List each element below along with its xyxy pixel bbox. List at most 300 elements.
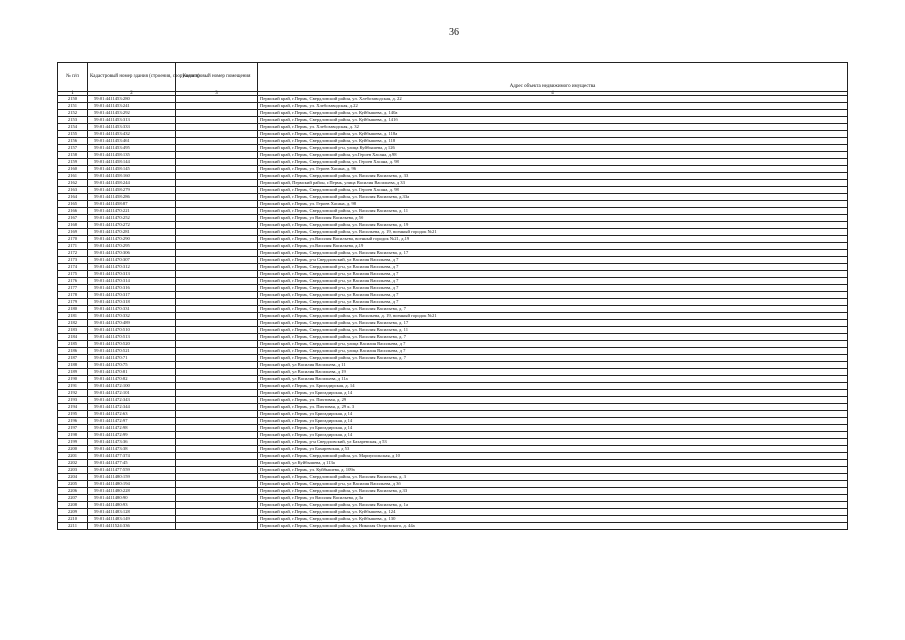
room-cadastral-number bbox=[176, 348, 258, 355]
object-address: Пермский край, г.Пермь, Свердловский район, ул.Героев Хасана, д.98 bbox=[258, 152, 848, 159]
object-address: Пермский край, г.Пермь, ул. Героев Хасана, д. 96 bbox=[258, 166, 848, 173]
room-cadastral-number bbox=[176, 222, 258, 229]
building-cadastral-number: 59:01:4411470:318 bbox=[88, 299, 176, 306]
object-address: Пермский край, ул Куйбышева, д 113а bbox=[258, 460, 848, 467]
table-row bbox=[58, 320, 848, 327]
building-cadastral-number: 59:01:4411480:159 bbox=[88, 474, 176, 481]
building-cadastral-number: 59:01:4411458:144 bbox=[88, 159, 176, 166]
building-cadastral-number: 59:01:4411470:313 bbox=[88, 271, 176, 278]
object-address: Пермский край, г.Пермь, Свердловский р-н, улица Василия Васильева, д 7 bbox=[258, 341, 848, 348]
row-number: 2186 bbox=[58, 348, 88, 355]
building-cadastral-number: 59:01:4411470:82 bbox=[88, 376, 176, 383]
building-cadastral-number: 59:01:4411472:101 bbox=[88, 390, 176, 397]
table-row bbox=[58, 362, 848, 369]
building-cadastral-number: 59:01:4411470:331 bbox=[88, 306, 176, 313]
table-row bbox=[58, 124, 848, 131]
table-row bbox=[58, 180, 848, 187]
table-row bbox=[58, 201, 848, 208]
table-row bbox=[58, 327, 848, 334]
room-cadastral-number bbox=[176, 523, 258, 530]
room-cadastral-number bbox=[176, 187, 258, 194]
object-address: Пермский край, г.Пермь, Свердловский район, ул. Василия Васильева, д. 11 bbox=[258, 327, 848, 334]
table-row bbox=[58, 411, 848, 418]
table-row bbox=[58, 439, 848, 446]
object-address: Пермский край, г.Пермь, Свердловский район, ул. Хлебозаводская, д. 22 bbox=[258, 96, 848, 103]
row-number: 2182 bbox=[58, 320, 88, 327]
building-cadastral-number: 59:01:4411453:292 bbox=[88, 110, 176, 117]
row-number: 2196 bbox=[58, 418, 88, 425]
row-number: 2188 bbox=[58, 362, 88, 369]
row-number: 2168 bbox=[58, 222, 88, 229]
room-cadastral-number bbox=[176, 418, 258, 425]
table-row bbox=[58, 257, 848, 264]
table-row bbox=[58, 397, 848, 404]
room-cadastral-number bbox=[176, 432, 258, 439]
building-cadastral-number: 59:01:4411470:81 bbox=[88, 369, 176, 376]
row-number: 2202 bbox=[58, 460, 88, 467]
object-address: Пермский край, г.Пермь, ул Бригадирская, д 14 bbox=[258, 390, 848, 397]
object-address: Пермский край, г.Пермь, Свердловский район, ул. Василия Васильева, д. 19 bbox=[258, 222, 848, 229]
room-cadastral-number bbox=[176, 320, 258, 327]
room-cadastral-number bbox=[176, 145, 258, 152]
object-address: Пермский край, г.Пермь, Свердловский район, ул. Василия Васильева, д. 17 bbox=[258, 320, 848, 327]
table-row bbox=[58, 243, 848, 250]
building-cadastral-number: 59:01:4411458:244 bbox=[88, 180, 176, 187]
object-address: Пермский край, г.Пермь, ул. Героев Хасана, д. 98 bbox=[258, 201, 848, 208]
building-cadastral-number: 59:01:4411470:489 bbox=[88, 320, 176, 327]
register-table bbox=[57, 62, 848, 530]
building-cadastral-number: 59:01:4411470:295 bbox=[88, 243, 176, 250]
table-row bbox=[58, 264, 848, 271]
building-cadastral-number: 59:01:4411470:281 bbox=[88, 229, 176, 236]
row-number: 2185 bbox=[58, 341, 88, 348]
object-address: Пермский край, г.Пермь, Свердловский район, ул. Василия Васильева, д.33 bbox=[258, 488, 848, 495]
table-row bbox=[58, 131, 848, 138]
building-cadastral-number: 59:01:4411470:221 bbox=[88, 208, 176, 215]
object-address: Пермский край, г.Пермь, ул Бахаревская, д 53 bbox=[258, 446, 848, 453]
room-cadastral-number bbox=[176, 180, 258, 187]
building-cadastral-number: 59:01:4411473:38 bbox=[88, 446, 176, 453]
building-cadastral-number: 59:01:4411472:344 bbox=[88, 404, 176, 411]
row-number: 2156 bbox=[58, 138, 88, 145]
object-address: Пермский край, г.Пермь, ул. Бригадирская, д. 14 bbox=[258, 383, 848, 390]
table-row bbox=[58, 103, 848, 110]
object-address: Пермский край, г.Пермь, Свердловский район, ул. Васильева, д. 19, военный городок №21 bbox=[258, 313, 848, 320]
building-cadastral-number: 59:01:4411472:343 bbox=[88, 397, 176, 404]
building-cadastral-number: 59:01:4411483:149 bbox=[88, 516, 176, 523]
row-number: 2207 bbox=[58, 495, 88, 502]
object-address: Пермский край, г.Пермь, Свердловский р-н, улица Куйбышева, д 126 bbox=[258, 145, 848, 152]
row-number: 2197 bbox=[58, 425, 88, 432]
row-number: 2169 bbox=[58, 229, 88, 236]
table-row bbox=[58, 404, 848, 411]
room-cadastral-number bbox=[176, 215, 258, 222]
row-number: 2180 bbox=[58, 306, 88, 313]
object-address: Пермский край, г.Пермь, Свердловский район, ул. Куйбышева, д. 130 bbox=[258, 516, 848, 523]
object-address: Пермский край, г.Пермь, Свердловский район, ул. Николая Островского, д. 44а bbox=[258, 523, 848, 530]
row-number: 2205 bbox=[58, 481, 88, 488]
row-number: 2208 bbox=[58, 502, 88, 509]
row-number: 2167 bbox=[58, 215, 88, 222]
object-address: Пермский край, г.Пермь, ул. Хлебозаводская, д. 32 bbox=[258, 124, 848, 131]
row-number: 2199 bbox=[58, 439, 88, 446]
table-row bbox=[58, 418, 848, 425]
room-cadastral-number bbox=[176, 460, 258, 467]
building-cadastral-number: 59:01:4411480:93 bbox=[88, 502, 176, 509]
building-cadastral-number: 59:01:4411458:87 bbox=[88, 201, 176, 208]
table-row bbox=[58, 215, 848, 222]
row-number: 2163 bbox=[58, 187, 88, 194]
room-cadastral-number bbox=[176, 250, 258, 257]
table-row bbox=[58, 222, 848, 229]
building-cadastral-number: 59:01:4411453:461 bbox=[88, 138, 176, 145]
row-number: 2158 bbox=[58, 152, 88, 159]
room-cadastral-number bbox=[176, 124, 258, 131]
row-number: 2201 bbox=[58, 453, 88, 460]
building-cadastral-number: 59:01:4411458:286 bbox=[88, 194, 176, 201]
room-cadastral-number bbox=[176, 439, 258, 446]
object-address: Пермский край, г.Пермь, ул. Куйбышева, д. 109а bbox=[258, 467, 848, 474]
table-row bbox=[58, 369, 848, 376]
building-cadastral-number: 59:01:4411470:314 bbox=[88, 278, 176, 285]
building-cadastral-number: 59:01:4411472:98 bbox=[88, 425, 176, 432]
row-number: 2184 bbox=[58, 334, 88, 341]
row-number: 2193 bbox=[58, 397, 88, 404]
building-cadastral-number: 59:01:4411477:559 bbox=[88, 467, 176, 474]
row-number: 2165 bbox=[58, 201, 88, 208]
table-row bbox=[58, 96, 848, 103]
room-cadastral-number bbox=[176, 362, 258, 369]
room-cadastral-number bbox=[176, 397, 258, 404]
building-cadastral-number: 59:01:4411477:45 bbox=[88, 460, 176, 467]
object-address: Пермский край, г.Пермь, Свердловский р-н, улица Василия Васильева, д 7 bbox=[258, 348, 848, 355]
object-address: Пермский край, г.Пермь, Свердловский район, ул. Мариупольская, д 10 bbox=[258, 453, 848, 460]
building-cadastral-number: 59:01:4411470:513 bbox=[88, 334, 176, 341]
object-address: Пермский край, г.Пермь, ул.Василия Васильева, д.19 bbox=[258, 243, 848, 250]
object-address: Пермский край, г.Пермь, Свердловский район, ул. Куйбышева, д. 141б bbox=[258, 117, 848, 124]
table-row bbox=[58, 152, 848, 159]
object-address: Пермский край, ул Василия Васильева, д 19 bbox=[258, 369, 848, 376]
room-cadastral-number bbox=[176, 194, 258, 201]
row-number: 2189 bbox=[58, 369, 88, 376]
table-row bbox=[58, 285, 848, 292]
table-row bbox=[58, 208, 848, 215]
object-address: Пермский край, г.Пермь, Свердловский район, ул. Василия Васильева, д. 7 bbox=[258, 334, 848, 341]
table-row bbox=[58, 117, 848, 124]
building-cadastral-number: 59:01:4411470:71 bbox=[88, 355, 176, 362]
building-cadastral-number: 59:01:4411453:280 bbox=[88, 96, 176, 103]
table-row bbox=[58, 376, 848, 383]
building-cadastral-number: 59:01:4411458:145 bbox=[88, 166, 176, 173]
building-cadastral-number: 59:01:4411470:316 bbox=[88, 285, 176, 292]
building-cadastral-number: 59:01:4411473:36 bbox=[88, 439, 176, 446]
table-row bbox=[58, 229, 848, 236]
object-address: Пермский край, г.Пермь, ул Василия Васильева, д 5б bbox=[258, 215, 848, 222]
table-row bbox=[58, 173, 848, 180]
object-address: Пермский край, г.Пермь, Свердловский р-н, ул Василия Васильева, д 7 bbox=[258, 299, 848, 306]
building-cadastral-number: 59:01:4411470:521 bbox=[88, 348, 176, 355]
object-address: Пермский край, г.Пермь, Свердловский район, ул. Василия Васильева, д. 3 bbox=[258, 474, 848, 481]
register-rows bbox=[58, 96, 848, 530]
table-row bbox=[58, 334, 848, 341]
object-address: Пермский край, ул Василия Васильева, д 11 bbox=[258, 362, 848, 369]
table-row bbox=[58, 509, 848, 516]
row-number: 2154 bbox=[58, 124, 88, 131]
table-row bbox=[58, 383, 848, 390]
object-address: Пермский край, г.Пермь, ул. Пихтовая, д. 29 bbox=[258, 397, 848, 404]
room-cadastral-number bbox=[176, 110, 258, 117]
room-cadastral-number bbox=[176, 306, 258, 313]
room-cadastral-number bbox=[176, 383, 258, 390]
table-row bbox=[58, 488, 848, 495]
building-cadastral-number: 59:01:4411453:495 bbox=[88, 145, 176, 152]
room-cadastral-number bbox=[176, 285, 258, 292]
building-cadastral-number: 59:01:4411480:194 bbox=[88, 481, 176, 488]
building-cadastral-number: 59:01:4411480:228 bbox=[88, 488, 176, 495]
row-number: 2152 bbox=[58, 110, 88, 117]
building-cadastral-number: 59:01:4411470:307 bbox=[88, 257, 176, 264]
header-num: № п/п bbox=[58, 63, 88, 92]
table-row bbox=[58, 481, 848, 488]
room-cadastral-number bbox=[176, 201, 258, 208]
table-row bbox=[58, 194, 848, 201]
room-cadastral-number bbox=[176, 453, 258, 460]
object-address: Пермский край, г.Пермь, Свердловский район, ул. Героев Хасана, д. 98 bbox=[258, 159, 848, 166]
building-cadastral-number: 59:01:4411472:63 bbox=[88, 411, 176, 418]
table-row bbox=[58, 453, 848, 460]
room-cadastral-number bbox=[176, 341, 258, 348]
room-cadastral-number bbox=[176, 166, 258, 173]
object-address: Пермский край, г.Пермь, Свердловский район, ул. Василия Васильева, д. 7 bbox=[258, 355, 848, 362]
building-cadastral-number: 59:01:4411472:97 bbox=[88, 418, 176, 425]
row-number: 2155 bbox=[58, 131, 88, 138]
object-address: Пермский край, г.Пермь, ул.Василия Васильева, военный городок №21, д.19 bbox=[258, 236, 848, 243]
header-row bbox=[58, 63, 848, 92]
row-number: 2210 bbox=[58, 516, 88, 523]
object-address: Пермский край, г.Пермь, Свердловский р-н, ул Василия Васильева, д 7 bbox=[258, 271, 848, 278]
row-number: 2175 bbox=[58, 271, 88, 278]
room-cadastral-number bbox=[176, 334, 258, 341]
building-cadastral-number: 59:01:4411470:332 bbox=[88, 313, 176, 320]
building-cadastral-number: 59:01:4411470:317 bbox=[88, 292, 176, 299]
building-cadastral-number: 59:01:4411453:333 bbox=[88, 124, 176, 131]
room-cadastral-number bbox=[176, 404, 258, 411]
object-address: Пермский край, г.Пермь, Свердловский р-н, ул Василия Васильева, д 3б bbox=[258, 481, 848, 488]
row-number: 2187 bbox=[58, 355, 88, 362]
row-number: 2204 bbox=[58, 474, 88, 481]
row-number: 2176 bbox=[58, 278, 88, 285]
table-row bbox=[58, 425, 848, 432]
building-cadastral-number: 59:01:4411470:252 bbox=[88, 215, 176, 222]
object-address: Пермский край, г.Пермь, ул Бригадирская, д 14 bbox=[258, 418, 848, 425]
table-row bbox=[58, 390, 848, 397]
object-address: Пермский край, г.Пермь, ул Бригадирская, д 14 bbox=[258, 411, 848, 418]
building-cadastral-number: 59:01:4411458:160 bbox=[88, 173, 176, 180]
row-number: 2164 bbox=[58, 194, 88, 201]
table-row bbox=[58, 187, 848, 194]
row-number: 2190 bbox=[58, 376, 88, 383]
row-number: 2172 bbox=[58, 250, 88, 257]
row-number: 2200 bbox=[58, 446, 88, 453]
room-cadastral-number bbox=[176, 292, 258, 299]
building-cadastral-number: 59:01:4411470:520 bbox=[88, 341, 176, 348]
table-row bbox=[58, 250, 848, 257]
room-cadastral-number bbox=[176, 488, 258, 495]
room-cadastral-number bbox=[176, 208, 258, 215]
table-row bbox=[58, 306, 848, 313]
column-number: 4 bbox=[258, 92, 848, 96]
room-cadastral-number bbox=[176, 369, 258, 376]
object-address: Пермский край, г.Пермь, Свердловский район, ул. Василия Васильева, д. 7 bbox=[258, 306, 848, 313]
row-number: 2179 bbox=[58, 299, 88, 306]
row-number: 2159 bbox=[58, 159, 88, 166]
table-row bbox=[58, 516, 848, 523]
table-row bbox=[58, 348, 848, 355]
room-cadastral-number bbox=[176, 243, 258, 250]
room-cadastral-number bbox=[176, 236, 258, 243]
room-cadastral-number bbox=[176, 355, 258, 362]
row-number: 2160 bbox=[58, 166, 88, 173]
room-cadastral-number bbox=[176, 173, 258, 180]
table-row bbox=[58, 278, 848, 285]
room-cadastral-number bbox=[176, 509, 258, 516]
object-address: Пермский край, г.Пермь, р-н Свердловский, ул Бахаревская, д 53 bbox=[258, 439, 848, 446]
room-cadastral-number bbox=[176, 152, 258, 159]
building-cadastral-number: 59:01:4411470:75 bbox=[88, 362, 176, 369]
room-cadastral-number bbox=[176, 229, 258, 236]
building-cadastral-number: 59:01:4411524:336 bbox=[88, 523, 176, 530]
room-cadastral-number bbox=[176, 96, 258, 103]
row-number: 2174 bbox=[58, 264, 88, 271]
building-cadastral-number: 59:01:4411458:135 bbox=[88, 152, 176, 159]
object-address: Пермский край, ул Василия Васильева, д 11а bbox=[258, 376, 848, 383]
object-address: Пермский край, г.Пермь, Свердловский район, ул. Куйбышева, д. 118а bbox=[258, 131, 848, 138]
object-address: Пермский край, г.Пермь, Свердловский район, ул. Василия Васильева, д. 1а bbox=[258, 502, 848, 509]
column-number: 3 bbox=[176, 92, 258, 96]
room-cadastral-number bbox=[176, 131, 258, 138]
object-address: Пермский край, Пермский район, г.Пермь, улица Василия Васильева, д 33 bbox=[258, 180, 848, 187]
room-cadastral-number bbox=[176, 271, 258, 278]
row-number: 2177 bbox=[58, 285, 88, 292]
room-cadastral-number bbox=[176, 411, 258, 418]
row-number: 2153 bbox=[58, 117, 88, 124]
object-address: Пермский край, г.Пермь, Свердловский р-н, ул Василия Васильева, д 7 bbox=[258, 278, 848, 285]
room-cadastral-number bbox=[176, 425, 258, 432]
row-number: 2171 bbox=[58, 243, 88, 250]
building-cadastral-number: 59:01:4411470:272 bbox=[88, 222, 176, 229]
building-cadastral-number: 59:01:4411470:510 bbox=[88, 327, 176, 334]
object-address: Пермский край, г.Пермь, Свердловский район, ул. Куйбышева, д. 118 bbox=[258, 138, 848, 145]
row-number: 2170 bbox=[58, 236, 88, 243]
object-address: Пермский край, г.Пермь, Свердловский район, ул. Василия Васильева, д. 11 bbox=[258, 208, 848, 215]
building-cadastral-number: 59:01:4411477:374 bbox=[88, 453, 176, 460]
room-cadastral-number bbox=[176, 278, 258, 285]
object-address: Пермский край, г.Пермь, Свердловский р-н, ул Василия Васильева, д 7 bbox=[258, 292, 848, 299]
table-row bbox=[58, 502, 848, 509]
table-row bbox=[58, 523, 848, 530]
room-cadastral-number bbox=[176, 481, 258, 488]
column-number: 1 bbox=[58, 92, 88, 96]
object-address: Пермский край, г.Пермь, ул Бригадирская, д 14 bbox=[258, 432, 848, 439]
row-number: 2191 bbox=[58, 383, 88, 390]
table-row bbox=[58, 355, 848, 362]
room-cadastral-number bbox=[176, 117, 258, 124]
row-number: 2162 bbox=[58, 180, 88, 187]
object-address: Пермский край, г.Пермь, Свердловский р-н, ул Василия Васильева, д 7 bbox=[258, 264, 848, 271]
building-cadastral-number: 59:01:4411458:279 bbox=[88, 187, 176, 194]
table-row bbox=[58, 271, 848, 278]
table-row bbox=[58, 495, 848, 502]
row-number: 2206 bbox=[58, 488, 88, 495]
row-number: 2209 bbox=[58, 509, 88, 516]
object-address: Пермский край, г.Пермь, Свердловский район, ул. Василия Васильева, д.33а bbox=[258, 194, 848, 201]
object-address: Пермский край, г.Пермь, ул. Пихтовая, д. 29 к. 3 bbox=[258, 404, 848, 411]
row-number: 2211 bbox=[58, 523, 88, 530]
room-cadastral-number bbox=[176, 495, 258, 502]
object-address: Пермский край, г.Пермь, Свердловский район, ул. Куйбышева, д. 140а bbox=[258, 110, 848, 117]
building-cadastral-number: 59:01:4411480:90 bbox=[88, 495, 176, 502]
table-row bbox=[58, 145, 848, 152]
row-number: 2198 bbox=[58, 432, 88, 439]
row-number: 2181 bbox=[58, 313, 88, 320]
room-cadastral-number bbox=[176, 264, 258, 271]
room-cadastral-number bbox=[176, 516, 258, 523]
table-row bbox=[58, 166, 848, 173]
row-number: 2178 bbox=[58, 292, 88, 299]
building-cadastral-number: 59:01:4411470:312 bbox=[88, 264, 176, 271]
room-cadastral-number bbox=[176, 376, 258, 383]
building-cadastral-number: 59:01:4411472:100 bbox=[88, 383, 176, 390]
row-number: 2203 bbox=[58, 467, 88, 474]
table-row bbox=[58, 292, 848, 299]
header-address: Адрес объекта недвижимого имущества bbox=[258, 63, 848, 92]
table-row bbox=[58, 432, 848, 439]
building-cadastral-number: 59:01:4411453:241 bbox=[88, 103, 176, 110]
object-address: Пермский край, г.Пермь, ул Бригадирская, д 14 bbox=[258, 425, 848, 432]
room-cadastral-number bbox=[176, 257, 258, 264]
row-number: 2195 bbox=[58, 411, 88, 418]
object-address: Пермский край, г.Пермь, Свердловский район, ул. Куйбышева, д. 124 bbox=[258, 509, 848, 516]
table-row bbox=[58, 467, 848, 474]
room-cadastral-number bbox=[176, 159, 258, 166]
room-cadastral-number bbox=[176, 446, 258, 453]
table-row bbox=[58, 313, 848, 320]
room-cadastral-number bbox=[176, 138, 258, 145]
table-row bbox=[58, 446, 848, 453]
table-row bbox=[58, 159, 848, 166]
row-number: 2166 bbox=[58, 208, 88, 215]
room-cadastral-number bbox=[176, 467, 258, 474]
row-number: 2173 bbox=[58, 257, 88, 264]
row-number: 2150 bbox=[58, 96, 88, 103]
building-cadastral-number: 59:01:4411470:306 bbox=[88, 250, 176, 257]
table-row bbox=[58, 299, 848, 306]
table-row bbox=[58, 236, 848, 243]
object-address: Пермский край, г.Пермь, ул Василия Васильева, д 3а bbox=[258, 495, 848, 502]
room-cadastral-number bbox=[176, 103, 258, 110]
building-cadastral-number: 59:01:4411470:290 bbox=[88, 236, 176, 243]
object-address: Пермский край, г.Пермь, Свердловский район, ул. Героев Хасана, д. 98 bbox=[258, 187, 848, 194]
room-cadastral-number bbox=[176, 474, 258, 481]
object-address: Пермский край, г.Пермь, Свердловский р-н, ул Василия Васильева, д 7 bbox=[258, 285, 848, 292]
room-cadastral-number bbox=[176, 313, 258, 320]
building-cadastral-number: 59:01:4411453:313 bbox=[88, 117, 176, 124]
room-cadastral-number bbox=[176, 299, 258, 306]
table-row bbox=[58, 474, 848, 481]
object-address: Пермский край, г.Пермь, р-н Свердловский, ул Василия Васильева, д 7 bbox=[258, 257, 848, 264]
row-number: 2192 bbox=[58, 390, 88, 397]
table-row bbox=[58, 341, 848, 348]
